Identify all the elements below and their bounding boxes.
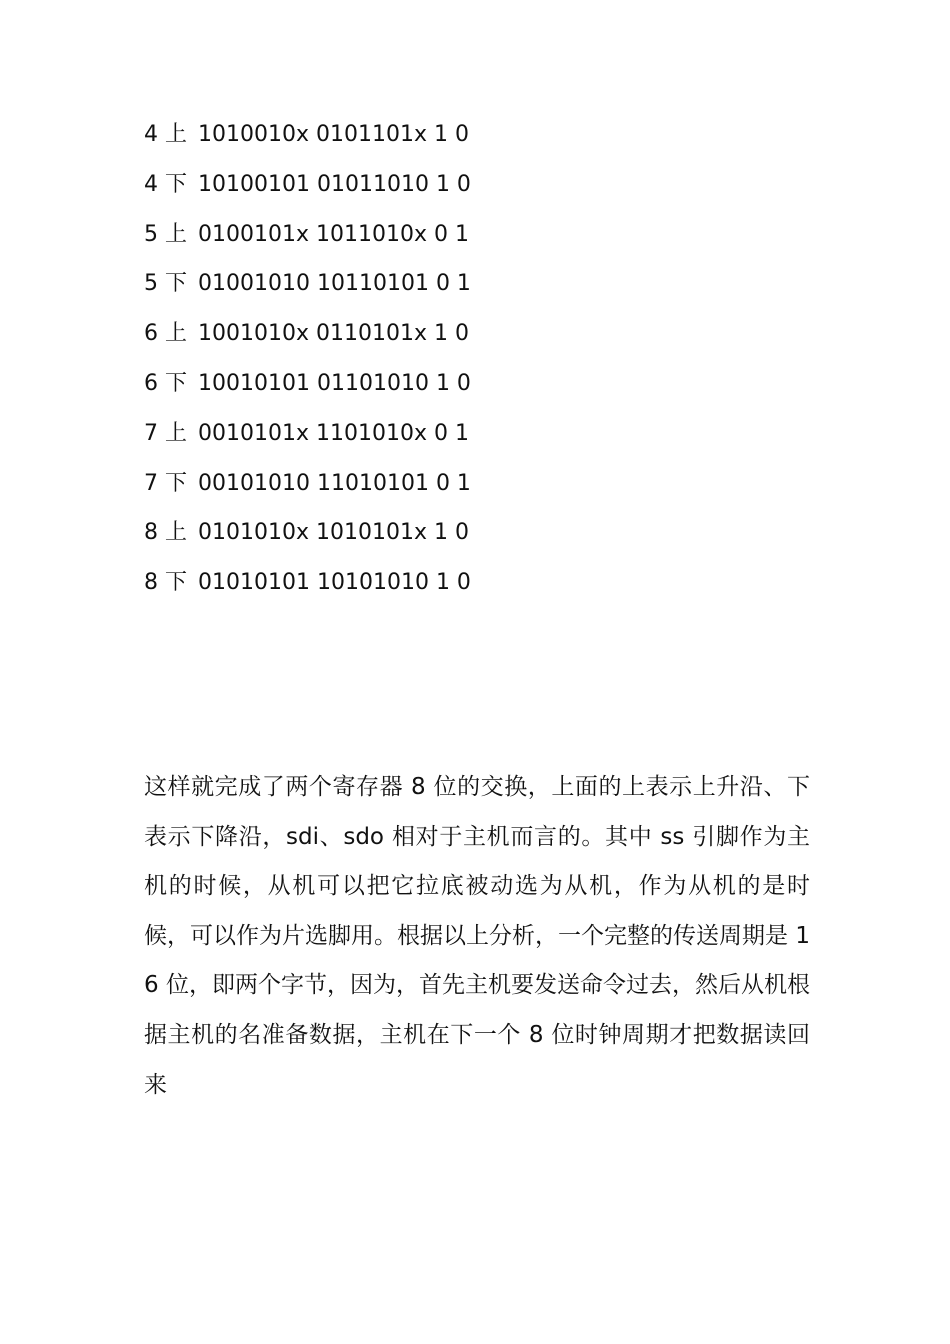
table-row	[144, 467, 471, 517]
table-row	[144, 367, 471, 417]
bit-values: 10010101 01101010 1 0	[198, 370, 471, 396]
table-row	[144, 168, 471, 218]
table-row	[144, 118, 471, 168]
edge-label: 4 下	[144, 171, 187, 197]
body-paragraph: 这样就完成了两个寄存器 8 位的交换，上面的上表示上升沿、下表示下降沿，sdi、sdo 相对于主机而言的。其中 ss 引脚作为主机的时候，从机可以把它拉底被动选为从机，作为从机的是时候，可以作为片选脚用。根据以上分析，一个完整的传送周期是 16 位，即两个字节，因为，首先主机要发送命令过去，然后从机根据主机的名准备数据，主机在下一个 8 位时钟周期才把数据读回来	[144, 774, 810, 1098]
table-row	[144, 516, 471, 566]
edge-label: 7 下	[144, 470, 187, 496]
bit-values: 00101010 11010101 0 1	[198, 470, 471, 496]
bit-values: 0100101x 1011010x 0 1	[198, 221, 469, 247]
edge-label: 8 下	[144, 570, 187, 596]
table-row	[144, 417, 471, 467]
edge-label: 7 上	[144, 420, 187, 446]
edge-label: 6 下	[144, 370, 187, 396]
bit-values: 01010101 10101010 1 0	[198, 570, 471, 596]
table-row	[144, 267, 471, 317]
bit-values: 10100101 01011010 1 0	[198, 171, 471, 197]
bit-values: 1010010x 0101101x 1 0	[198, 122, 469, 147]
edge-label: 5 上	[144, 221, 187, 247]
table-row	[144, 218, 471, 268]
edge-label: 5 下	[144, 271, 187, 297]
bit-values: 1001010x 0110101x 1 0	[198, 321, 469, 347]
clock-edge-table	[144, 118, 471, 616]
edge-label: 4 上	[144, 122, 187, 147]
bit-values: 01001010 10110101 0 1	[198, 271, 471, 297]
table-row	[144, 317, 471, 367]
edge-label: 8 上	[144, 520, 187, 546]
bit-values: 0101010x 1010101x 1 0	[198, 520, 469, 546]
bit-values: 0010101x 1101010x 0 1	[198, 420, 469, 446]
table-row	[144, 566, 471, 616]
edge-label: 6 上	[144, 321, 187, 347]
